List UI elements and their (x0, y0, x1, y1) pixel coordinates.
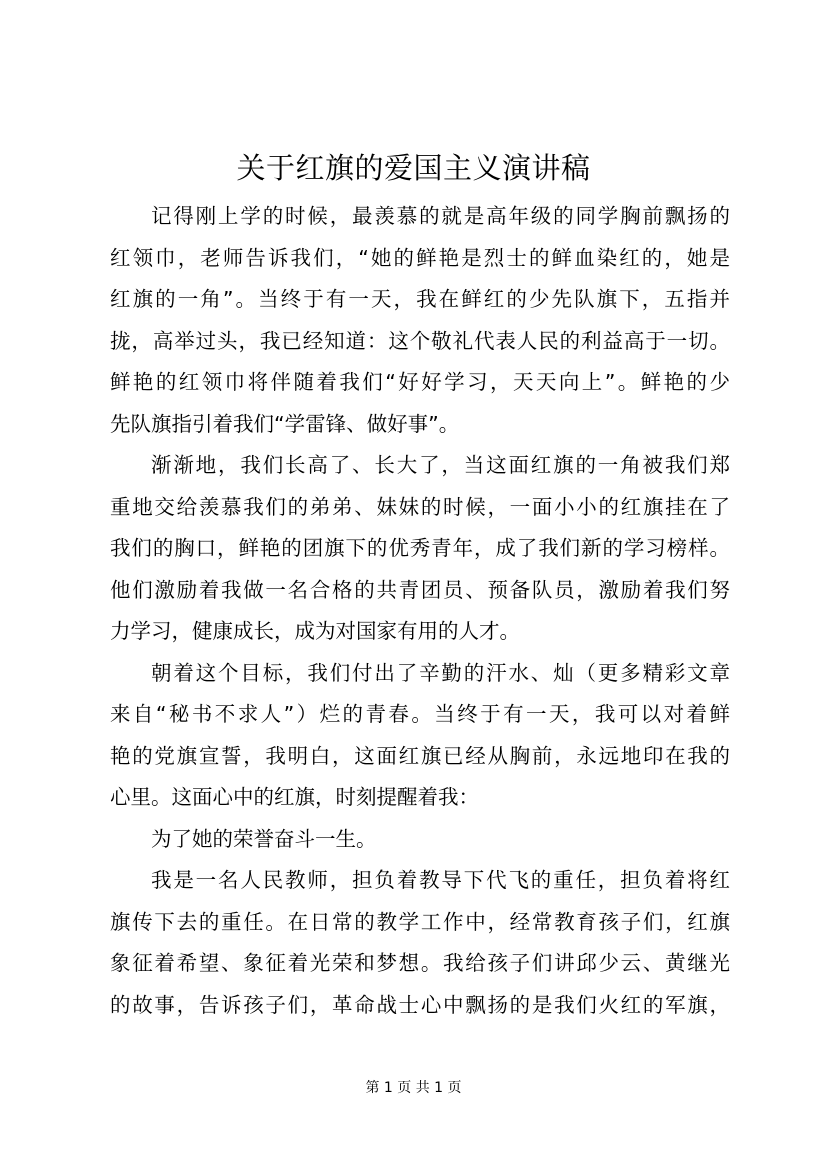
text-line: 象征着希望、象征着光荣和梦想。我给孩子们讲邱少云、黄继光 (110, 951, 730, 975)
text-line: 朝着这个目标，我们付出了辛勤的汗水、灿（更多精彩文章 (151, 660, 730, 685)
text-line: 重地交给羡慕我们的弟弟、妹妹的时候，一面小小的红旗挂在了 (110, 494, 730, 519)
text-line: 拢，高举过头，我已经知道：这个敬礼代表人民的利益高于一切。 (110, 328, 730, 353)
document-body (110, 196, 730, 1026)
page-number: 第 1 页 共 1 页 (365, 1080, 462, 1096)
text-line: 记得刚上学的时候，最羡慕的就是高年级的同学胸前飘扬的 (151, 204, 730, 228)
text-line: 渐渐地，我们长高了、长大了，当这面红旗的一角被我们郑 (151, 453, 730, 477)
text-line: 先队旗指引着我们“学雷锋、做好事”。 (110, 411, 460, 436)
text-line: 我是一名人民教师，担负着教导下代飞的重任，担负着将红 (151, 868, 730, 892)
text-line: 他们激励着我做一名合格的共青团员、预备队员，激励着我们努 (110, 577, 730, 602)
text-line: 来自“秘书不求人”）烂的青春。当终于有一天，我可以对着鲜 (110, 702, 730, 726)
text-line: 我们的胸口，鲜艳的团旗下的优秀青年，成了我们新的学习榜样。 (110, 536, 730, 560)
text-line: 旗传下去的重任。在日常的教学工作中，经常教育孩子们，红旗 (110, 909, 730, 934)
document-title: 关于红旗的爱国主义演讲稿 (236, 151, 591, 185)
text-line: 鲜艳的红领巾将伴随着我们“好好学习，天天向上”。鲜艳的少 (110, 370, 730, 394)
text-line: 心里。这面心中的红旗，时刻提醒着我： (110, 785, 479, 809)
text-line: 的故事，告诉孩子们，革命战士心中飘扬的是我们火红的军旗， (110, 992, 730, 1017)
text-line: 红旗的一角”。当终于有一天，我在鲜红的少先队旗下，五指并 (110, 287, 730, 311)
text-line: 力学习，健康成长，成为对国家有用的人才。 (110, 619, 520, 643)
text-line: 为了她的荣誉奋斗一生。 (151, 826, 377, 851)
text-line: 艳的党旗宣誓，我明白，这面红旗已经从胸前，永远地印在我的 (110, 743, 730, 768)
text-line: 红领巾，老师告诉我们，“她的鲜艳是烈士的鲜血染红的，她是 (110, 245, 730, 270)
